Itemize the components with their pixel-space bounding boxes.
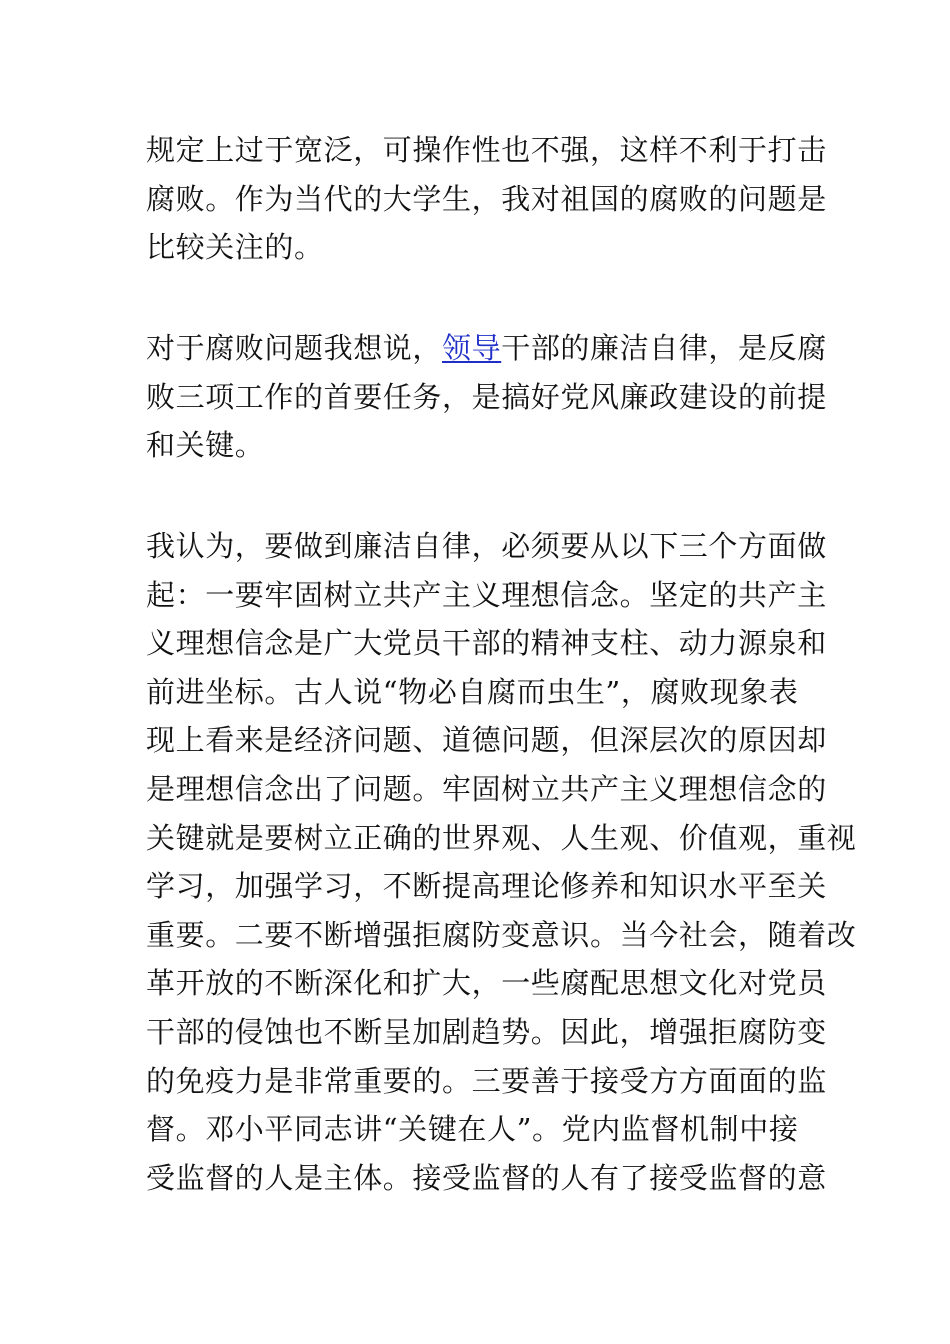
text-line: 督。邓小平同志讲“关键在人”。党内监督机制中接 xyxy=(146,1112,799,1147)
paragraph-3 xyxy=(146,522,857,1202)
text-line: 和关键。 xyxy=(146,428,265,463)
text-line: 比较关注的。 xyxy=(146,230,324,265)
text-line: 腐败。作为当代的大学生，我对祖国的腐败的问题是 xyxy=(146,181,827,216)
text-line: 现上看来是经济问题、道德问题，但深层次的原因却 xyxy=(146,723,827,758)
text-line: 革开放的不断深化和扩大，一些腐配思想文化对党员 xyxy=(146,966,827,1001)
leader-link[interactable]: 领导 xyxy=(442,331,502,365)
text-line: 败三项工作的首要任务，是搞好党风廉政建设的前提 xyxy=(146,379,827,414)
text-line: 关键就是要树立正确的世界观、人生观、价值观，重视 xyxy=(146,820,857,855)
text-line: 起：一要牢固树立共产主义理想信念。坚定的共产主 xyxy=(146,577,827,612)
text-segment: 干部的廉洁自律，是反腐 xyxy=(501,331,827,365)
text-segment: 对于腐败问题我想说， xyxy=(146,331,443,365)
text-line: 前进坐标。古人说“物必自腐而虫生”，腐败现象表 xyxy=(146,674,799,709)
text-line xyxy=(146,324,827,373)
text-line: 规定上过于宽泛，可操作性也不强，这样不利于打击 xyxy=(146,133,827,167)
paragraph-1 xyxy=(146,126,827,272)
text-line: 的免疫力是非常重要的。三要善于接受方方面面的监 xyxy=(146,1063,827,1098)
text-line: 是理想信念出了问题。牢固树立共产主义理想信念的 xyxy=(146,771,827,806)
text-line: 学习，加强学习，不断提高理论修养和知识水平至关 xyxy=(146,869,827,904)
text-line: 受监督的人是主体。接受监督的人有了接受监督的意 xyxy=(146,1160,827,1195)
paragraph-2 xyxy=(146,324,827,470)
text-line: 义理想信念是广大党员干部的精神支柱、动力源泉和 xyxy=(146,626,827,661)
text-line: 干部的侵蚀也不断呈加剧趋势。因此，增强拒腐防变 xyxy=(146,1014,827,1049)
text-line: 重要。二要不断增强拒腐防变意识。当今社会，随着改 xyxy=(146,917,857,952)
text-line: 我认为，要做到廉洁自律，必须要从以下三个方面做 xyxy=(146,529,827,563)
